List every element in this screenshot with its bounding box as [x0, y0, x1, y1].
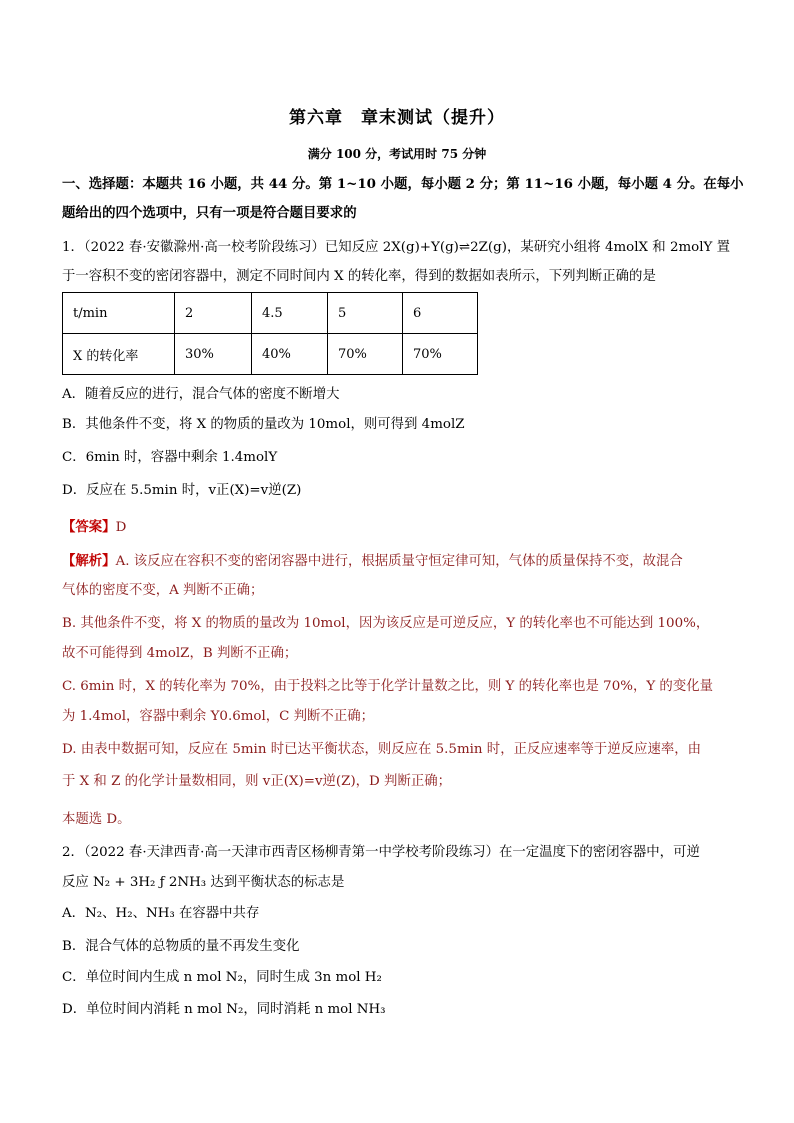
q1-option-d: D．反应在 5.5min 时，v正(X)=v逆(Z) [62, 483, 302, 498]
answer-tag: 【答案】 [62, 519, 116, 535]
q1-option-b: B．其他条件不变，将 X 的物质的量改为 10mol，则可得到 4molZ [62, 417, 465, 432]
q2-option-b: B．混合气体的总物质的量不再发生变化 [62, 939, 300, 954]
page-subtitle: 满分 100 分，考试用时 75 分钟 [307, 147, 487, 161]
q2-option-c: C．单位时间内生成 n mol N₂，同时生成 3n mol H₂ [62, 970, 382, 985]
q1-analysis-line-4: 故不可能得到 4molZ，B 判断不正确； [62, 646, 298, 661]
q1-analysis-line-5: C. 6min 时，X 的转化率为 70%，由于投料之比等于化学计量数之比，则 Y 的转化率也是 70%，Y 的变化量 [62, 679, 713, 694]
q1-conclusion: 本题选 D。 [62, 812, 131, 827]
q2-stem-line-1: 2．（2022 春·天津西青·高一天津市西青区杨柳青第一中学校考阶段练习）在一定温度下的密闭容器中，可逆 [62, 845, 700, 860]
page-title: 第六章 章末测试（提升） [289, 108, 505, 128]
q1-answer [62, 517, 126, 538]
table-cell: 2 [175, 293, 252, 334]
table-cell: X 的转化率 [63, 334, 175, 375]
q1-analysis-line-1 [62, 551, 683, 572]
table-header-row [63, 293, 478, 334]
q1-analysis-line-7: D. 由表中数据可知，反应在 5min 时已达平衡状态，则反应在 5.5min 时，正反应速率等于逆反应速率，由 [62, 742, 702, 757]
q1-option-a: A．随着反应的进行，混合气体的密度不断增大 [62, 387, 340, 402]
table-cell: 4.5 [252, 293, 328, 334]
q1-analysis-line-2: 气体的密度不变，A 判断不正确； [62, 583, 264, 598]
answer-value: D [115, 520, 127, 535]
table-cell: t/min [63, 293, 175, 334]
section-heading-line-1: 一、选择题：本题共 16 小题，共 44 分。第 1~10 小题，每小题 2 分；第 11~16 小题，每小题 4 分。在每小 [62, 176, 744, 192]
analysis-tag: 【解析】 [62, 553, 116, 569]
section-heading-line-2: 题给出的四个选项中，只有一项是符合题目要求的 [62, 205, 357, 221]
q2-option-a: A．N₂、H₂、NH₃ 在容器中共存 [62, 906, 260, 921]
table-cell: 70% [403, 334, 478, 375]
q1-analysis-line-8: 于 X 和 Z 的化学计量数相同，则 v正(X)=v逆(Z)，D 判断正确； [62, 774, 452, 789]
q2-stem-line-2: 反应 N₂ + 3H₂ ƒ 2NH₃ 达到平衡状态的标志是 [62, 875, 345, 890]
q1-stem-line-1: 1．（2022 春·安徽滁州·高一校考阶段练习）已知反应 2X(g)+Y(g)⇌2Z(g)，某研究小组将 4molX 和 2molY 置 [62, 240, 730, 255]
q1-stem-line-2: 于一容积不变的密闭容器中，测定不同时间内 X 的转化率，得到的数据如表所示，下列判断正确的是 [62, 269, 656, 284]
table-cell: 6 [403, 293, 478, 334]
table-cell: 40% [252, 334, 328, 375]
table-cell: 5 [328, 293, 403, 334]
table-row [63, 334, 478, 375]
table-cell: 30% [175, 334, 252, 375]
q1-data-table [62, 292, 478, 375]
q1-analysis-line-6: 为 1.4mol，容器中剩余 Y0.6mol，C 判断不正确； [62, 709, 374, 724]
q2-option-d: D．单位时间内消耗 n mol N₂，同时消耗 n mol NH₃ [62, 1002, 386, 1017]
q1-analysis-line-3: B. 其他条件不变，将 X 的物质的量改为 10mol，因为该反应是可逆反应，Y 的转化率也不可能达到 100%， [62, 616, 710, 631]
analysis-text: A. 该反应在容积不变的密闭容器中进行，根据质量守恒定律可知，气体的质量保持不变，故混合 [115, 554, 683, 569]
table-cell: 70% [328, 334, 403, 375]
q1-option-c: C．6min 时，容器中剩余 1.4molY [62, 450, 278, 465]
